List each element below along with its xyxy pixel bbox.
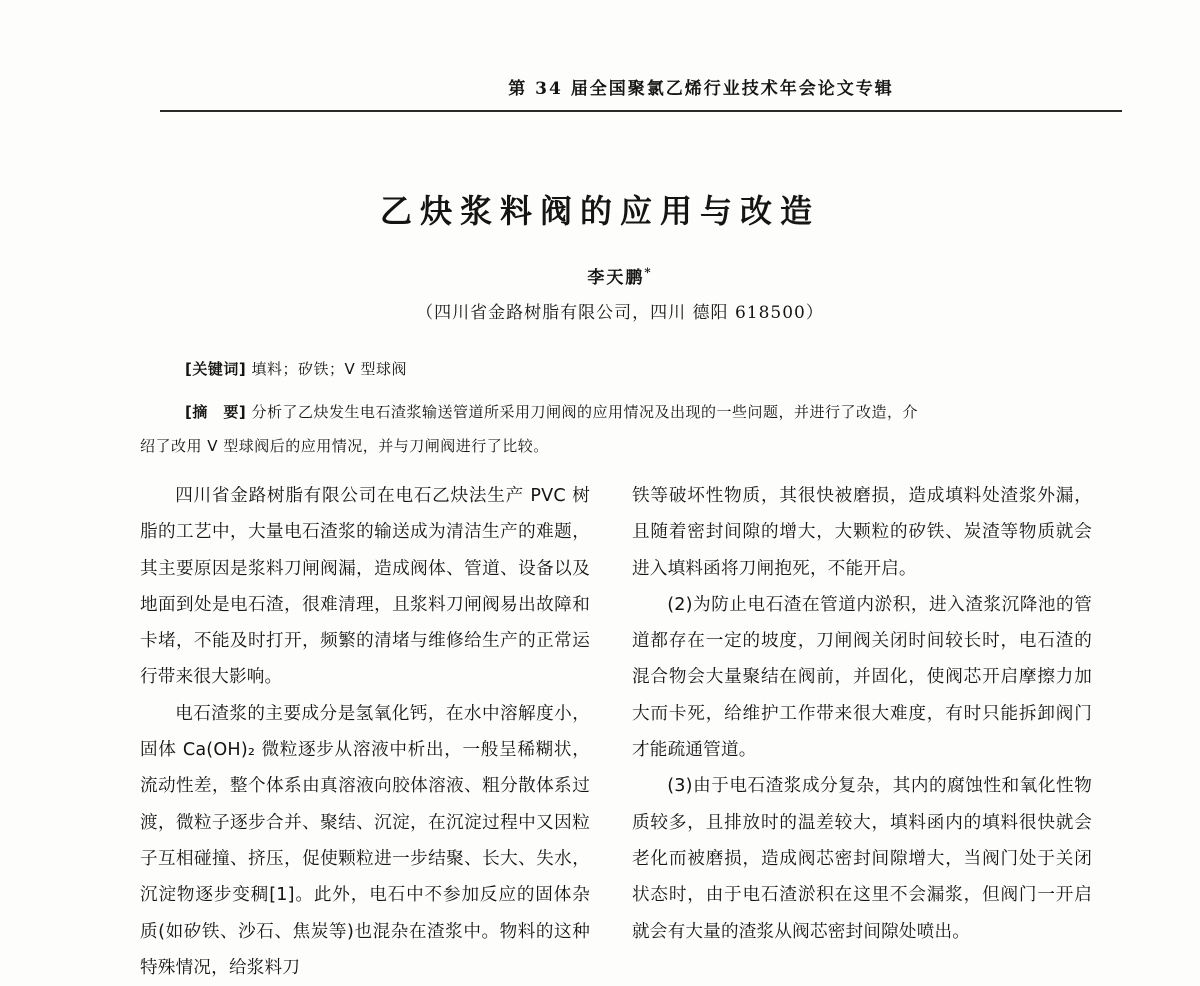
abstract bbox=[140, 395, 1085, 463]
body-column-left bbox=[140, 478, 590, 986]
paragraph: 电石渣浆的主要成分是氢氧化钙，在水中溶解度小，固体 Ca(OH)₂ 微粒逐步从溶液中析出，一般呈稀糊状，流动性差，整个体系由真溶液向胶体溶液、粗分散体系过渡，微粒子逐步合并、聚结、沉淀，在沉淀过程中又因粒子互相碰撞、挤压，促使颗粒进一步结聚、长大、失水，沉淀物逐步变稠[1]。此外，电石中不参加反应的固体杂质(如矽铁、沙石、焦炭等)也混杂在渣浆中。物料的这种特殊情况，给浆料刀 bbox=[140, 703, 590, 978]
author-name: 李天鹏 bbox=[587, 268, 645, 288]
running-header-title: 第 34 届全国聚氯乙烯行业技术年会论文专辑 bbox=[508, 79, 894, 99]
author-line bbox=[0, 263, 1200, 288]
abstract-line-2: 绍了改用 V 型球阀后的应用情况，并与刀闸阀进行了比较。 bbox=[140, 437, 549, 455]
abstract-text-1: 分析了乙炔发生电石渣浆输送管道所采用刀闸阀的应用情况及出现的一些问题，并进行了改造，介 bbox=[251, 403, 919, 421]
paragraph: (2)为防止电石渣在管道内淤积，进入渣浆沉降池的管道都存在一定的坡度，刀闸阀关闭时间较长时，电石渣的混合物会大量聚结在阀前，并固化，使阀芯开启摩擦力加大而卡死，给维护工作带来很大难度，有时只能拆卸阀门才能疏通管道。 bbox=[632, 594, 1092, 761]
author-footnote-mark: * bbox=[644, 265, 653, 280]
paragraph: (3)由于电石渣浆成分复杂，其内的腐蚀性和氧化性物质较多，且排放时的温差较大，填料函内的填料很快就会老化而被磨损，造成阀芯密封间隙增大，当阀门处于关闭状态时，由于电石渣淤积在这里不会漏浆，但阀门一开启就会有大量的渣浆从阀芯密封间隙处喷出。 bbox=[632, 776, 1092, 942]
keywords-text: 填料；矽铁；V 型球阀 bbox=[251, 360, 408, 378]
body-column-right bbox=[632, 478, 1092, 950]
article-title: 乙炔浆料阀的应用与改造 bbox=[379, 192, 820, 230]
paragraph: 四川省金路树脂有限公司在电石乙炔法生产 PVC 树脂的工艺中，大量电石渣浆的输送成为清洁生产的难题，其主要原因是浆料刀闸阀漏，造成阀体、管道、设备以及地面到处是电石渣，很难清理，且浆料刀闸阀易出故障和卡堵，不能及时打开，频繁的清堵与维修给生产的正常运行带来很大影响。 bbox=[140, 486, 590, 688]
abstract-line-1 bbox=[140, 395, 1085, 429]
abstract-label: [摘 要] bbox=[185, 403, 247, 421]
affiliation: （四川省金路树脂有限公司，四川 德阳 618500） bbox=[416, 303, 824, 323]
running-header bbox=[160, 72, 1122, 112]
keywords-label: [关键词] bbox=[185, 360, 247, 378]
keywords bbox=[185, 358, 407, 379]
paragraph: 铁等破坏性物质，其很快被磨损，造成填料处渣浆外漏，且随着密封间隙的增大，大颗粒的矽铁、炭渣等物质就会进入填料函将刀闸抱死，不能开启。 bbox=[632, 486, 1092, 579]
